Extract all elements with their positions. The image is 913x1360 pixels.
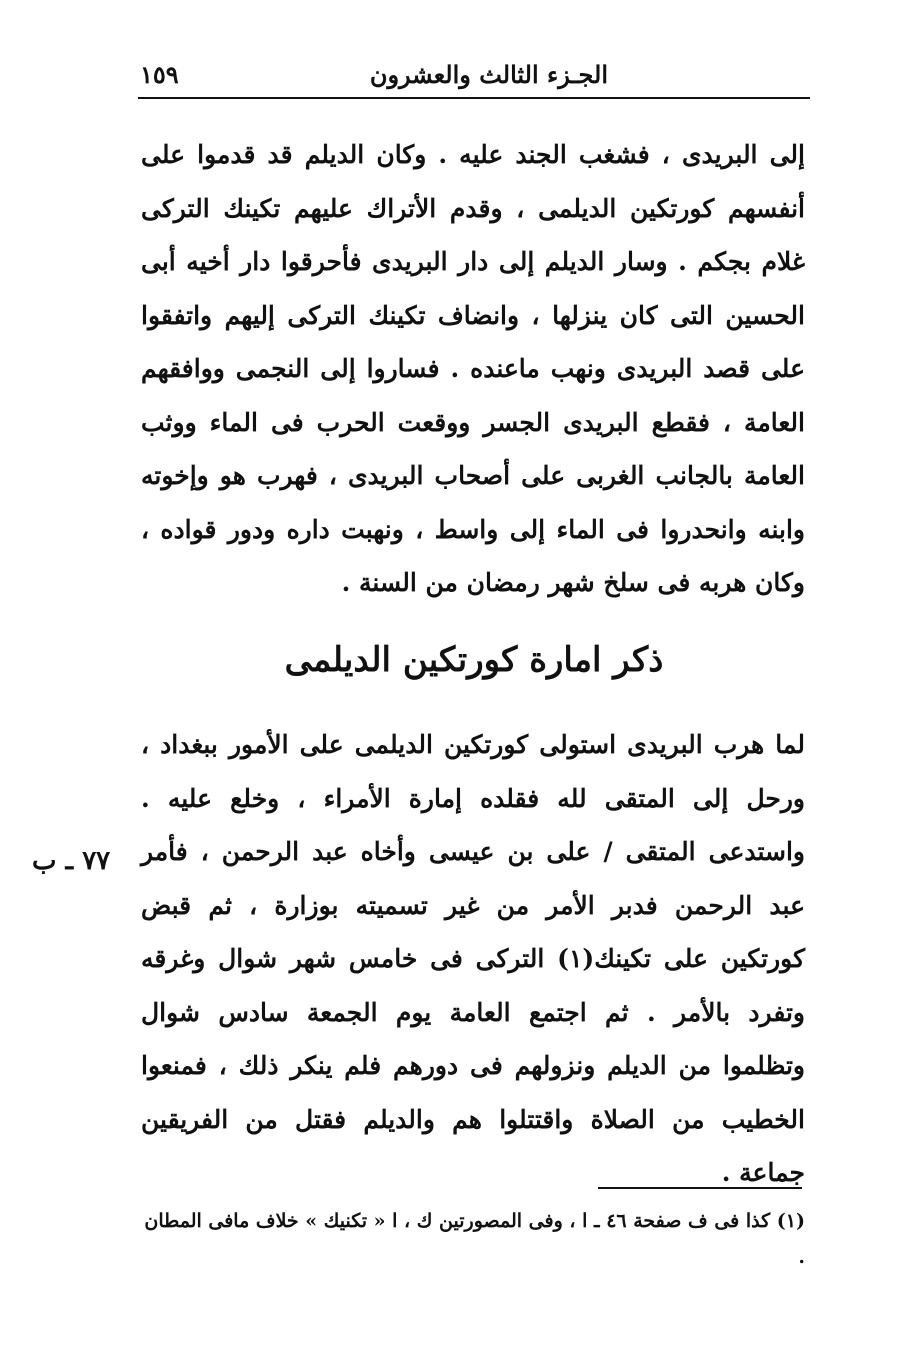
section-heading: ذكر امارة كورتكين الديلمى [284, 640, 664, 680]
page-number: ١٥٩ [140, 59, 179, 89]
page-header [140, 52, 808, 96]
margin-folio-note: ٧٧ ـ ب [32, 846, 111, 876]
header-rule [138, 97, 810, 99]
running-title: الجـزء الثالث والعشرون [369, 59, 608, 89]
footnote-rule [598, 1187, 802, 1189]
footnote: (١) كذا فى ف صفحة ٤٦ ـ ا ، وفى المصورتين ك ، ا « تكنيك » خلاف مافى المطان . [144, 1210, 805, 1268]
paragraph-1: إلى البريدى ، فشغب الجند عليه . وكان الديلم قد قدموا على أنفسهم كورتكين الديلمى ، وقدم الأتراك عليهم تكينك التركى غلام بجكم . وسار الديلم إلى دار البريدى فأحرقوا دار أخيه أبى الحسين التى كان ينزلها ، وانضاف تكينك التركى إليهم واتفقوا على قصد البريدى ونهب ماعنده . فساروا إلى النجمى ووافقهم العامة ، فقطع البريدى الجسر ووقعت الحرب فى الماء ووثب العامة بالجانب الغربى على أصحاب البريدى ، فهرب هو وإخوته وابنه وانحدروا فى الماء إلى واسط ، ونهبت داره ودور قواده ، وكان هربه فى سلخ شهر رمضان من السنة . [141, 140, 805, 597]
paragraph-2: لما هرب البريدى استولى كورتكين الديلمى على الأمور ببغداد ، ورحل إلى المتقى لله فقلده إمارة الأمراء ، وخلع عليه . واستدعى المتقى / على بن عيسى وأخاه عبد الرحمن ، فأمر عبد الرحمن فدبر الأمر من غير تسميته بوزارة ، ثم قبض كورتكين على تكينك(١) التركى فى خامس شهر شوال وغرقه وتفرد بالأمر . ثم اجتمع العامة يوم الجمعة سادس شوال وتظلموا من الديلم ونزولهم فى دورهم فلم ينكر ذلك ، فمنعوا الخطيب من الصلاة واقتتلوا هم والديلم فقتل من الفريقين جماعة . [141, 730, 805, 1187]
